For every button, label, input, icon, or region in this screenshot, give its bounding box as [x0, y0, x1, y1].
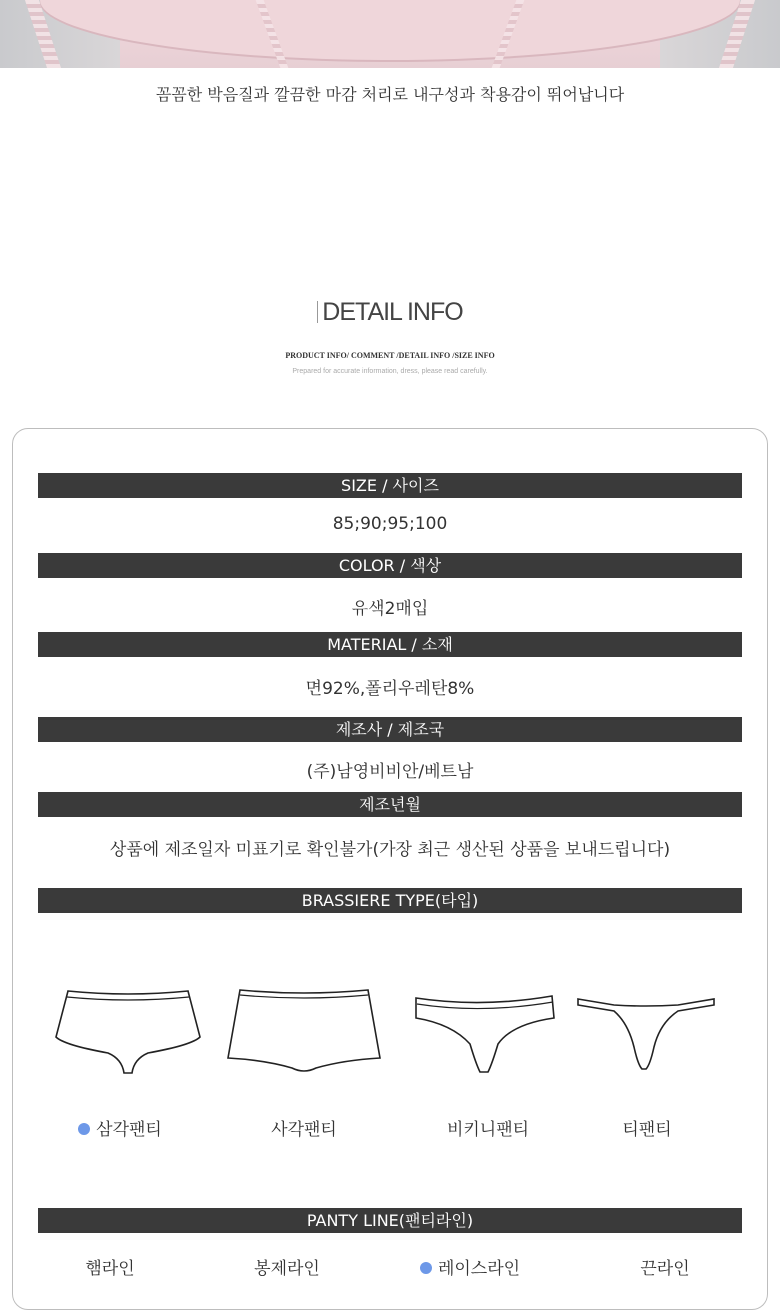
line-option-lace: [380, 1254, 560, 1279]
type-option-label: 삼각팬티: [96, 1120, 162, 1140]
line-option-string: [575, 1254, 755, 1279]
color-value: 유색2매입: [351, 599, 429, 619]
manufacture-date-value: 상품에 제조일자 미표기로 확인불가(가장 최근 생산된 상품을 보내드립니다): [109, 840, 671, 860]
type-option-thong: [557, 1115, 737, 1140]
line-option-hem: [20, 1254, 200, 1279]
detail-info-title: [0, 298, 780, 327]
type-option-label: 비키니팬티: [446, 1120, 530, 1140]
line-option-label: 햄라인: [85, 1259, 135, 1279]
brassiere-type-header: BRASSIERE TYPE(타입): [38, 888, 742, 913]
color-header: COLOR / 색상: [38, 553, 742, 578]
material-header: MATERIAL / 소재: [38, 632, 742, 657]
bikini-panty-icon: [412, 992, 558, 1076]
panty-line-header: PANTY LINE(팬티라인): [38, 1208, 742, 1233]
line-option-label: 끈라인: [640, 1259, 690, 1279]
type-option-label: 사각팬티: [271, 1120, 337, 1140]
product-hero-image: [0, 0, 780, 68]
title-divider: [317, 301, 318, 323]
detail-info-title-text: DETAIL INFO: [322, 298, 463, 326]
line-option-label: 레이스라인: [437, 1259, 521, 1279]
manufacture-date-header: 제조년월: [38, 792, 742, 817]
size-value: 85;90;95;100: [332, 514, 448, 534]
type-option-bikini: [398, 1115, 578, 1140]
detail-info-subtitle: Prepared for accurate information, dress, please read carefully.: [292, 368, 488, 375]
boxer-panty-icon: [224, 986, 384, 1078]
line-option-label: 봉제라인: [254, 1259, 320, 1279]
thong-panty-icon: [574, 993, 718, 1073]
selected-dot-icon: [420, 1262, 432, 1274]
hero-caption: 꼼꼼한 박음질과 깔끔한 마감 처리로 내구성과 착용감이 뛰어납니다: [155, 85, 625, 104]
selected-dot-icon: [78, 1123, 90, 1135]
type-option-boxer: [214, 1115, 394, 1140]
triangle-panty-icon: [52, 985, 204, 1077]
material-value: 면92%,폴리우레탄8%: [305, 679, 475, 699]
manufacturer-value: (주)남영비비안/베트남: [306, 762, 474, 782]
detail-info-nav: PRODUCT INFO/ COMMENT /DETAIL INFO /SIZE INFO: [285, 351, 495, 360]
manufacturer-header: 제조사 / 제조국: [38, 717, 742, 742]
type-option-triangle: [30, 1115, 210, 1140]
type-option-label: 티팬티: [622, 1120, 672, 1140]
line-option-sewn: [197, 1254, 377, 1279]
size-header: SIZE / 사이즈: [38, 473, 742, 498]
